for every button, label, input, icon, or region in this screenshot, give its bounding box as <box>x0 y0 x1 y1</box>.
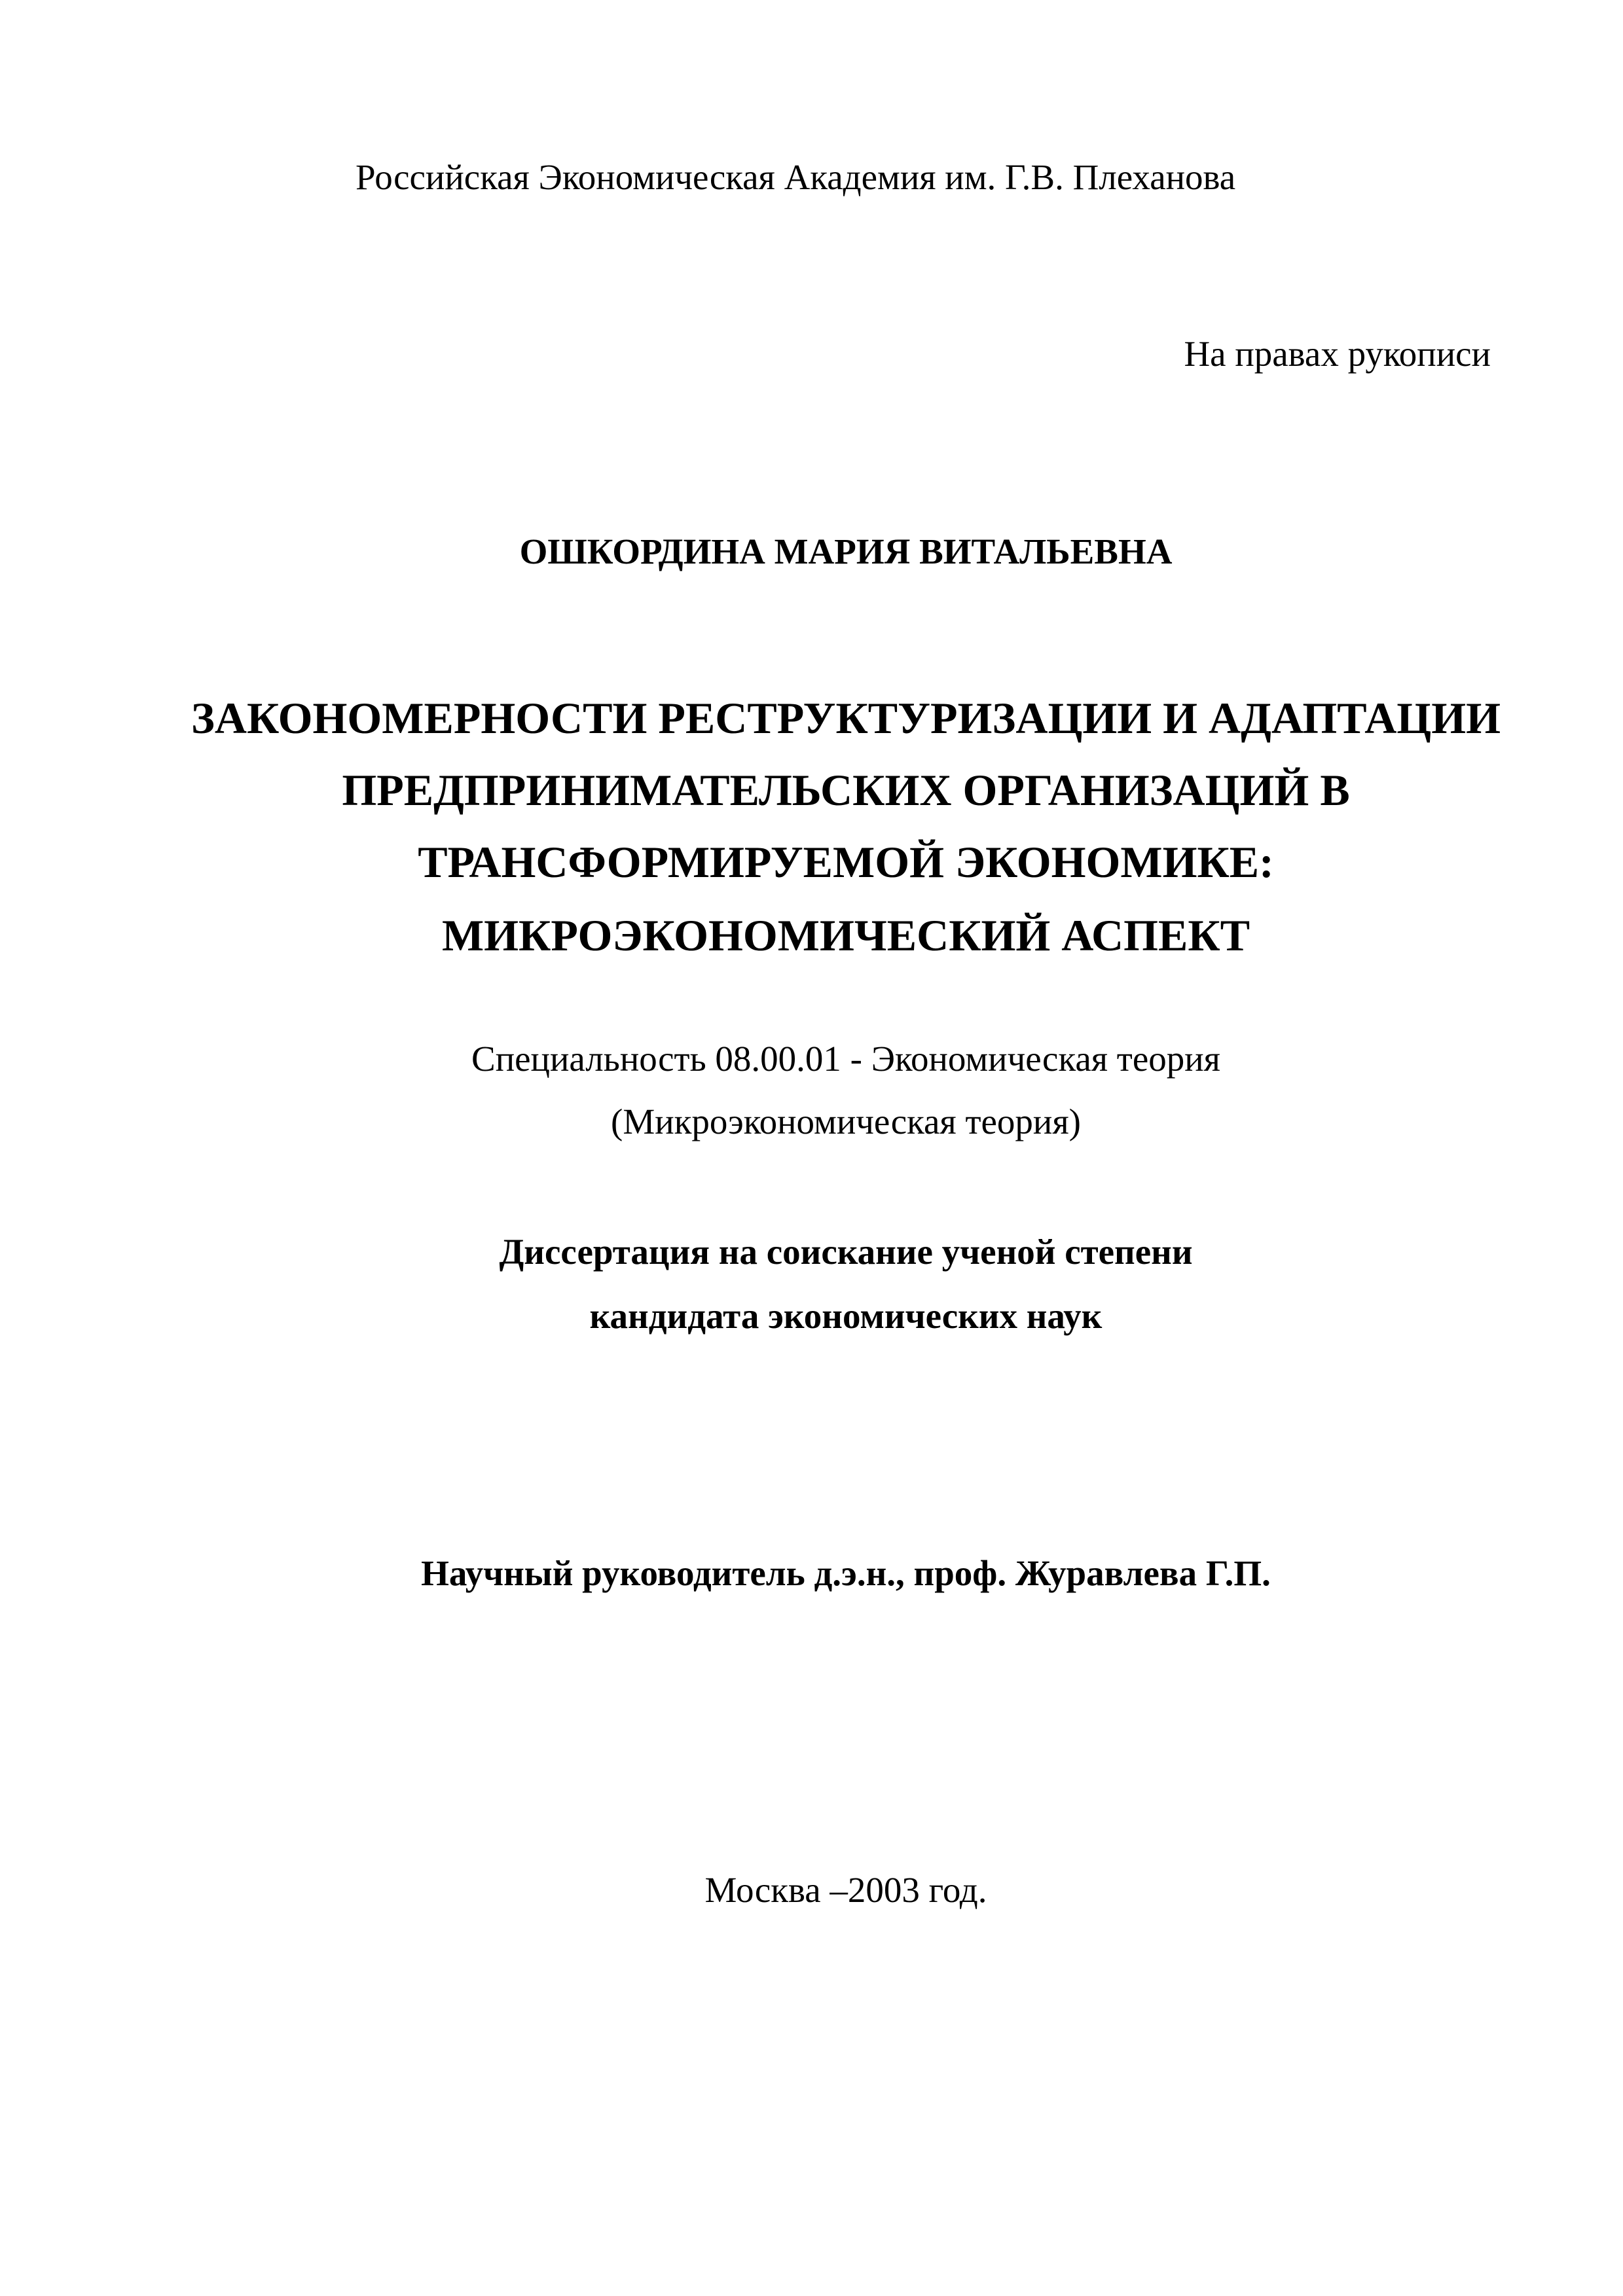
title-line: МИКРОЭКОНОМИЧЕСКИЙ АСПЕКТ <box>441 910 1250 960</box>
manuscript-note: На правах рукописи <box>1184 334 1491 374</box>
degree-line: Диссертация на соискание ученой степени <box>499 1232 1193 1272</box>
degree-line: кандидата экономических наук <box>589 1296 1103 1336</box>
author-name: ОШКОРДИНА МАРИЯ ВИТАЛЬЕВНА <box>519 531 1173 571</box>
institution-name: Российская Экономическая Академия им. Г.В. Плеханова <box>356 157 1236 197</box>
title-line: ЗАКОНОМЕРНОСТИ РЕСТРУКТУРИЗАЦИИ И АДАПТАЦИИ <box>191 693 1501 743</box>
place-and-year: Москва –2003 год. <box>704 1870 987 1910</box>
title-line: ПРЕДПРИНИМАТЕЛЬСКИХ ОРГАНИЗАЦИЙ В <box>342 765 1350 815</box>
specialty-subfield: (Микроэкономическая теория) <box>611 1102 1081 1141</box>
specialty-code: Специальность 08.00.01 - Экономическая теория <box>471 1039 1220 1079</box>
scientific-supervisor: Научный руководитель д.э.н., проф. Журавлева Г.П. <box>421 1553 1271 1593</box>
title-line: ТРАНСФОРМИРУЕМОЙ ЭКОНОМИКЕ: <box>418 837 1274 887</box>
